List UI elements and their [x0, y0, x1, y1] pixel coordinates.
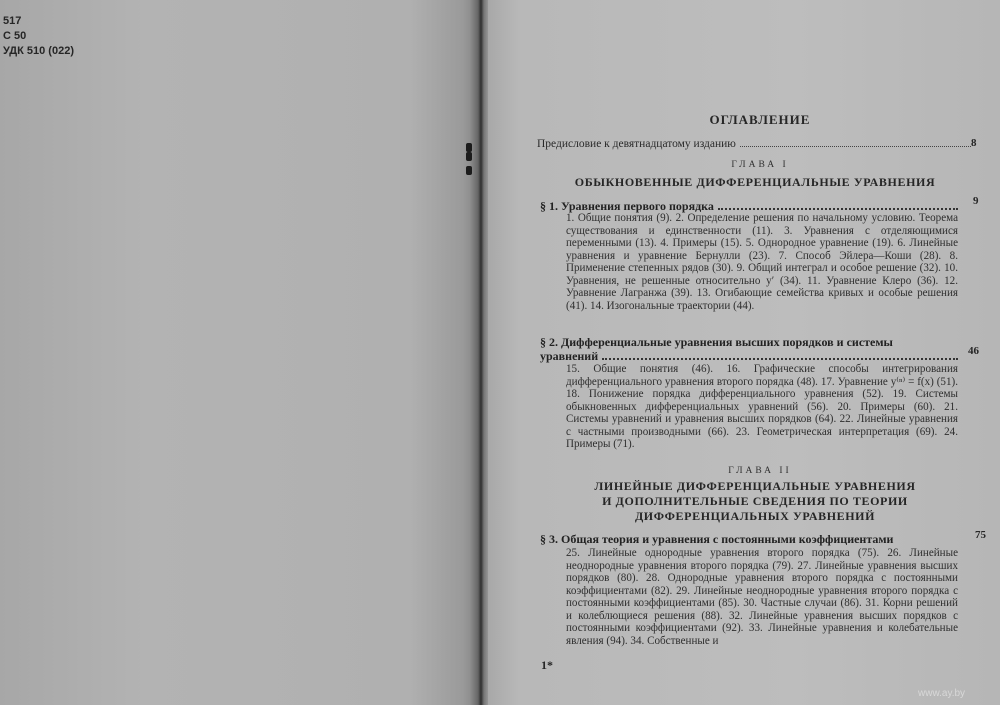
section-heading[interactable]	[540, 532, 968, 546]
section-page-number: 75	[975, 529, 986, 541]
chapter-title-line: И ДОПОЛНИТЕЛЬНЫЕ СВЕДЕНИЯ ПО ТЕОРИИ	[602, 494, 908, 508]
section-heading[interactable]	[540, 335, 960, 363]
chapter-title-line: ЛИНЕЙНЫЕ ДИФФЕРЕНЦИАЛЬНЫЕ УРАВНЕНИЯ	[594, 479, 916, 493]
dot-leader	[718, 208, 958, 210]
udc-line: С 50	[3, 30, 27, 42]
section-summary: 25. Линейные однородные уравнения второго порядка (75). 26. Линейные неоднородные уравнения второго порядка (79). 27. Линейные уравнения высших порядков (80). 28. Однородные уравнения второго порядка с постоянными коэффициентами (82). 29. Линейные неоднородные уравнения второго порядка с постоянными коэффициентами (85). 30. Частные случаи (86). 31. Корни решений и колеблющиеся решения (88). 32. Линейные уравнения высших порядков с постоянными коэффициентами (92). 33. Линейные уравнения и колебательные явления (94). 34. Собственные и	[566, 547, 958, 647]
binding-stitch	[466, 152, 472, 161]
book-spine	[470, 0, 490, 705]
binding-stitch	[466, 143, 472, 152]
binding-stitch	[466, 166, 472, 175]
watermark: www.ay.by	[918, 688, 966, 699]
section-page-number: 46	[968, 345, 979, 357]
section-title: § 2. Дифференциальные уравнения высших порядков и системы	[540, 335, 893, 349]
section-title-continued: уравнений	[540, 349, 599, 363]
contents-title: ОГЛАВЛЕНИЕ	[709, 112, 811, 127]
dot-leader	[740, 146, 971, 147]
preface-entry[interactable]	[537, 138, 975, 150]
left-page	[0, 0, 482, 705]
chapter-title-line: ДИФФЕРЕНЦИАЛЬНЫХ УРАВНЕНИЙ	[634, 509, 876, 523]
section-title: § 3. Общая теория и уравнения с постоянными коэффициентами	[540, 532, 894, 546]
udc-line: УДК 510 (022)	[3, 45, 74, 57]
chapter-title	[535, 175, 975, 190]
section-summary: 1. Общие понятия (9). 2. Определение решения по начальному условию. Теорема существования и единственности (11). 3. Уравнения с отделяющимися переменными (13). 4. Примеры (15). 5. Однородное уравнение (19). 6. Линейные уравнения и уравнение Бернулли (23). 7. Способ Эйлера—Коши (28). 8. Применение степенных рядов (30). 9. Общий интеграл и особое решение (32). 10. Уравнения, не решенные относительно y′ (34). 11. Уравнение Клеро (36). 12. Уравнение Лагранжа (39). 13. Огибающие семейства кривых и особые решения (41). 14. Изогональные траектории (44).	[566, 212, 958, 312]
chapter-title	[535, 479, 975, 524]
udc-code-block	[3, 14, 74, 59]
preface-page-number: 8	[971, 137, 977, 149]
section-heading[interactable]	[540, 199, 960, 213]
chapter-title-line: ОБЫКНОВЕННЫЕ ДИФФЕРЕНЦИАЛЬНЫЕ УРАВНЕНИЯ	[574, 175, 936, 189]
dot-leader	[602, 358, 958, 360]
chapter-label: ГЛАВА II	[728, 466, 792, 476]
signature-mark: 1*	[541, 658, 553, 672]
section-page-number: 9	[973, 195, 979, 207]
chapter-label: ГЛАВА I	[731, 160, 789, 170]
udc-line: 517	[3, 15, 22, 27]
section-title: § 1. Уравнения первого порядка	[540, 199, 714, 213]
preface-label: Предисловие к девятнадцатому изданию	[537, 138, 736, 150]
section-summary: 15. Общие понятия (46). 16. Графические способы интегрирования дифференциального уравнения второго порядка (48). 17. Уравнение y⁽ⁿ⁾ = f(x) (51). 18. Понижение порядка дифференциального уравнения (52). 19. Системы обыкновенных дифференциальных уравнений (56). 20. Примеры (60). 21. Системы уравнений и уравнения высших порядков (64). 22. Линейные уравнения с частными производными (66). 23. Геометрическая интерпретация (69). 24. Примеры (71).	[566, 363, 958, 450]
